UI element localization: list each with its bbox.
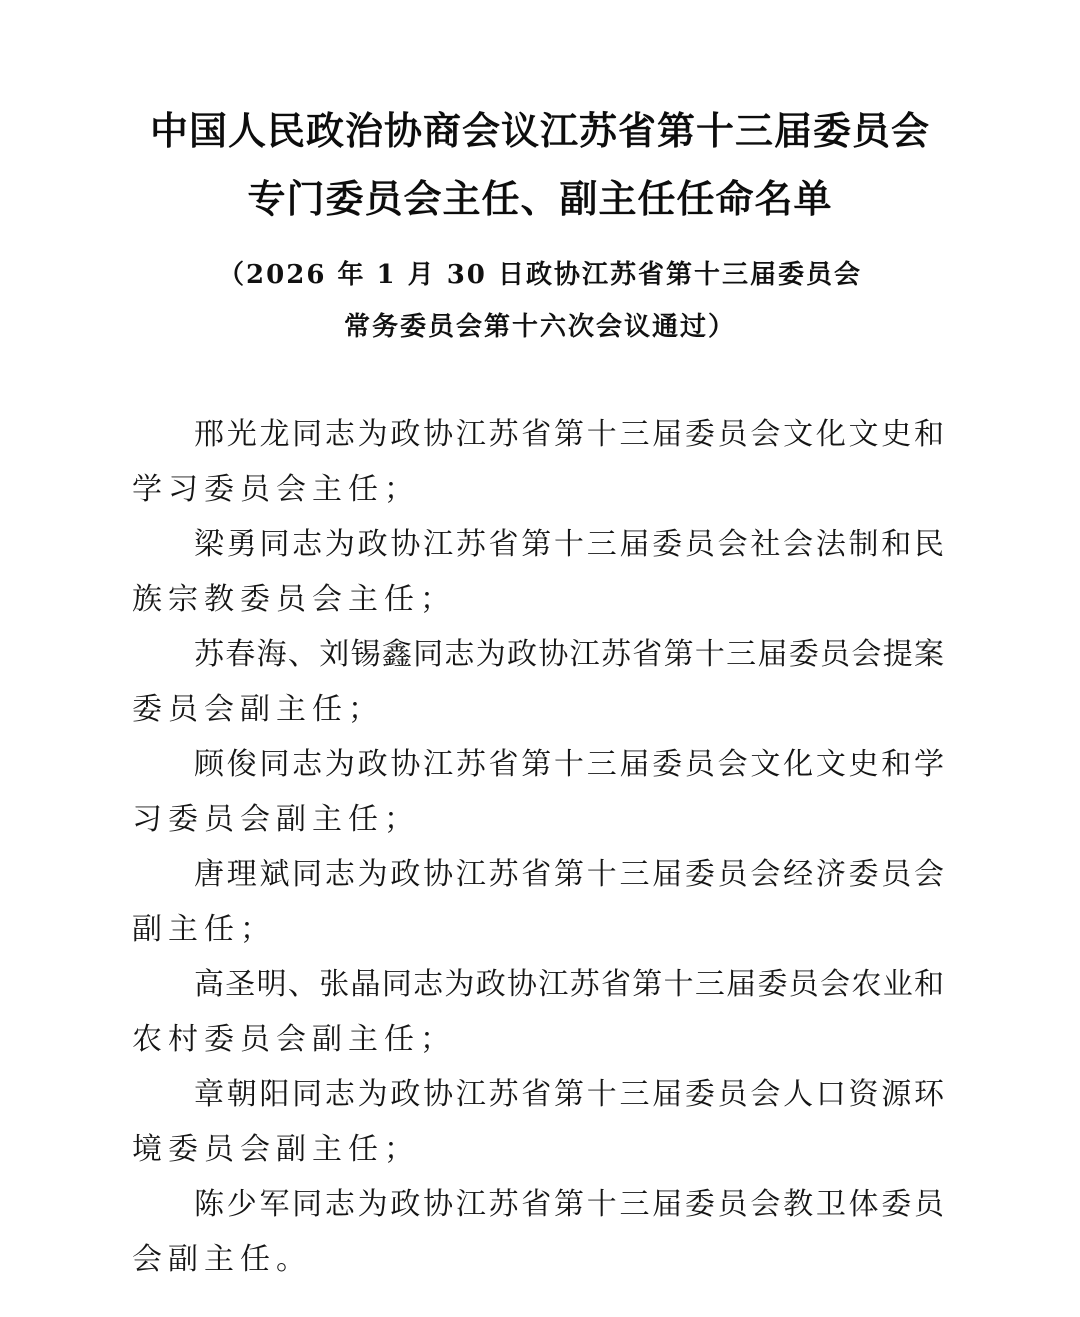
document-title-line-2: 专门委员会主任、副主任任命名单	[247, 177, 833, 221]
appointment-line: 陈少军同志为政协江苏省第十三届委员会教卫体委员	[194, 1187, 944, 1222]
appointment-paragraph	[132, 742, 944, 852]
appointment-paragraph	[132, 1072, 944, 1182]
appointment-line: 苏春海、刘锡鑫同志为政协江苏省第十三届委员会提案	[194, 637, 944, 672]
appointment-paragraph	[132, 962, 944, 1072]
appointment-line: 学习委员会主任；	[132, 472, 420, 507]
document-title-line-1: 中国人民政治协商会议江苏省第十三届委员会	[149, 109, 930, 153]
appointment-paragraph	[132, 852, 944, 962]
appointment-paragraph	[132, 522, 944, 632]
appointment-line: 章朝阳同志为政协江苏省第十三届委员会人口资源环	[194, 1077, 944, 1112]
appointment-line: 会副主任。	[132, 1242, 312, 1277]
appointment-line: 委员会副主任；	[132, 692, 384, 727]
appointment-line: 梁勇同志为政协江苏省第十三届委员会社会法制和民	[194, 527, 944, 562]
appointment-paragraph	[132, 412, 944, 522]
appointment-line: 唐理斌同志为政协江苏省第十三届委员会经济委员会	[194, 857, 944, 892]
appointment-line: 邢光龙同志为政协江苏省第十三届委员会文化文史和	[194, 417, 944, 452]
appointment-line: 顾俊同志为政协江苏省第十三届委员会文化文史和学	[194, 747, 944, 782]
document-subtitle-line-1: （2026 年 1 月 30 日政协江苏省第十三届委员会	[218, 260, 862, 290]
appointment-line: 副主任；	[132, 912, 276, 947]
appointment-paragraph	[132, 632, 944, 742]
appointment-paragraph	[132, 1182, 944, 1292]
appointment-line: 族宗教委员会主任；	[132, 582, 456, 617]
appointment-line: 农村委员会副主任；	[132, 1022, 456, 1057]
appointment-line: 高圣明、张晶同志为政协江苏省第十三届委员会农业和	[194, 967, 944, 1002]
appointment-line: 境委员会副主任；	[132, 1132, 420, 1167]
appointment-list	[132, 412, 944, 1292]
appointment-line: 习委员会副主任；	[132, 802, 420, 837]
document-subtitle-line-2: 常务委员会第十六次会议通过）	[343, 312, 736, 342]
